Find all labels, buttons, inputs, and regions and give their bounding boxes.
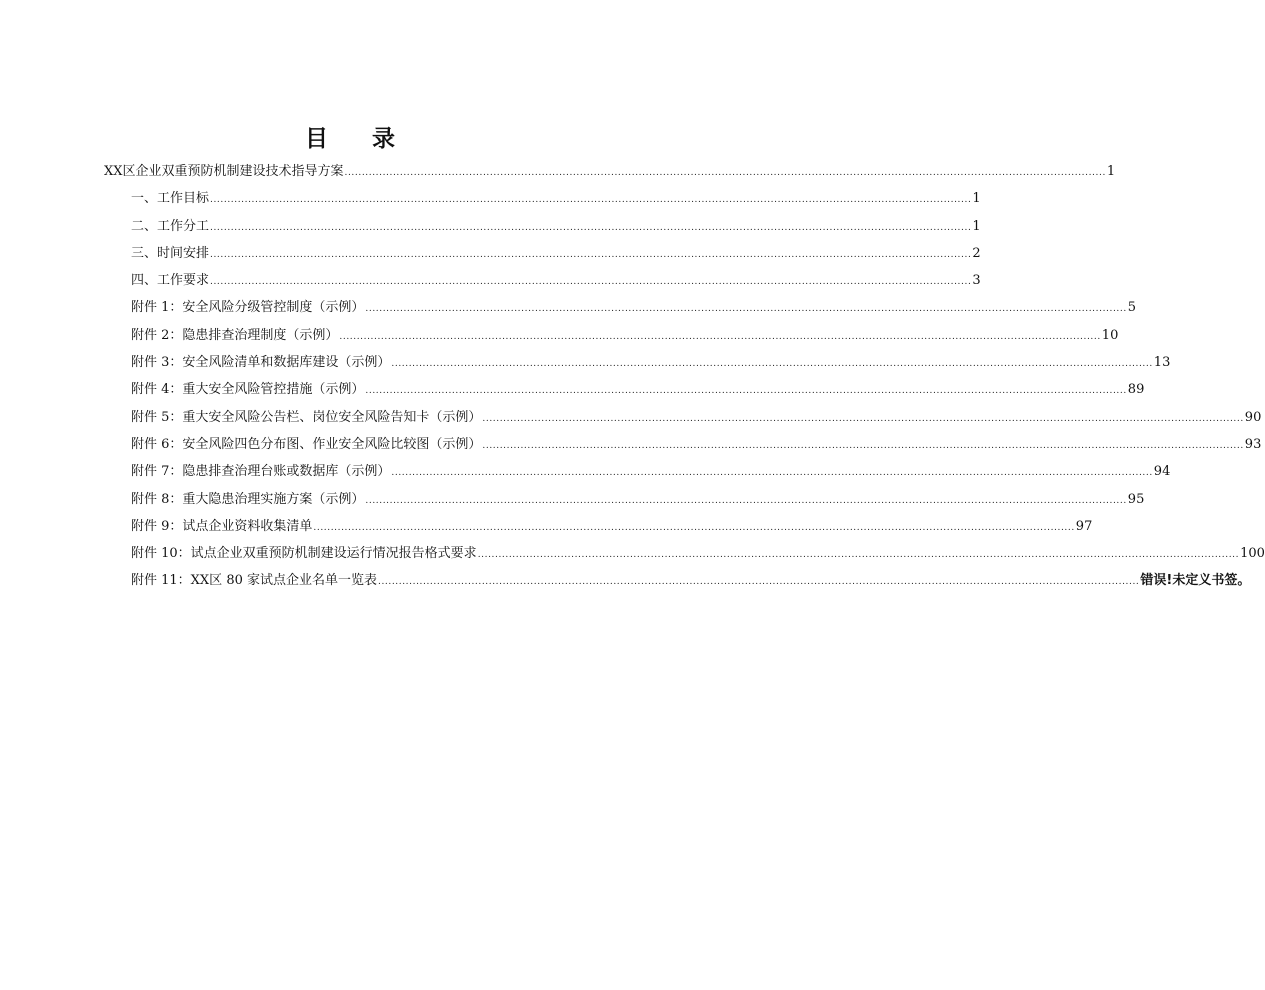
- toc-entry-page: 1: [1106, 164, 1116, 179]
- toc-entry-label: 四、工作要求: [131, 273, 210, 289]
- toc-entry[interactable]: [0, 376, 1145, 403]
- toc-entry[interactable]: [0, 540, 1265, 567]
- dot-leader: ............................................................................................................................................................................................................................: [365, 495, 1127, 506]
- dot-leader: ............................................................................................................................................................................................................................: [210, 222, 972, 233]
- toc-entry-error-text: 错误!未定义书签。: [1140, 573, 1251, 589]
- toc-entry-label: 二、工作分工: [131, 218, 210, 234]
- toc-entry-label: 附件 3：安全风险清单和数据库建设（示例）: [131, 355, 391, 371]
- toc-entry-page: 93: [1244, 436, 1262, 452]
- toc-entry[interactable]: [0, 431, 1262, 458]
- toc-entry[interactable]: [0, 404, 1262, 431]
- dot-leader: ............................................................................................................................................................................................................................: [365, 386, 1127, 397]
- toc-entry[interactable]: [0, 567, 1251, 594]
- toc-entry[interactable]: [0, 240, 981, 267]
- toc-entry-label: 一、工作目标: [131, 191, 210, 207]
- toc-entry-label: 附件 1：安全风险分级管控制度（示例）: [131, 300, 365, 316]
- toc-entry-page: 3: [972, 273, 981, 289]
- dot-leader: ............................................................................................................................................................................................................................: [391, 359, 1153, 370]
- toc-entry-label: 附件 11：XX区 80 家试点企业名单一览表: [131, 573, 377, 589]
- toc-entry-page: 2: [972, 245, 981, 261]
- toc-entry[interactable]: [0, 185, 981, 212]
- dot-leader: ............................................................................................................................................................................................................................: [482, 440, 1244, 451]
- toc-entry-page: 94: [1153, 464, 1171, 480]
- toc-entry-page: 97: [1075, 518, 1093, 534]
- toc-entry-page: 5: [1127, 300, 1137, 316]
- toc-entry-label: 附件 7：隐患排查治理台账或数据库（示例）: [131, 464, 391, 480]
- page-title: 目 录: [304, 125, 413, 152]
- toc-entry-page: 100: [1240, 546, 1265, 562]
- toc-entry-page: 13: [1153, 355, 1171, 371]
- toc-entry[interactable]: [0, 349, 1171, 376]
- toc-entry[interactable]: [0, 213, 981, 240]
- toc-entry-label: 附件 9：试点企业资料收集清单: [131, 518, 313, 534]
- dot-leader: ............................................................................................................................................................................................................................: [210, 195, 972, 206]
- toc-entry-label: 附件 2：隐患排查治理制度（示例）: [131, 327, 339, 343]
- toc-entry[interactable]: [0, 458, 1171, 485]
- toc-entry-page: 1: [972, 191, 981, 207]
- dot-leader: ............................................................................................................................................................................................................................: [339, 331, 1101, 342]
- toc-entry[interactable]: [0, 486, 1145, 513]
- dot-leader: ............................................................................................................................................................................................................................: [344, 168, 1106, 178]
- toc-entry-page: 90: [1244, 409, 1262, 425]
- toc-entry-label: 附件 5：重大安全风险公告栏、岗位安全风险告知卡（示例）: [131, 409, 482, 425]
- toc-entry-page: 89: [1127, 382, 1145, 398]
- toc-entry[interactable]: [0, 322, 1119, 349]
- dot-leader: ............................................................................................................................................................................................................................: [210, 249, 972, 260]
- toc-entry-label: 附件 4：重大安全风险管控措施（示例）: [131, 382, 365, 398]
- dot-leader: ............................................................................................................................................................................................................................: [378, 577, 1140, 588]
- dot-leader: ............................................................................................................................................................................................................................: [313, 522, 1075, 533]
- toc-entry-label: XX区企业双重预防机制建设技术指导方案: [104, 164, 344, 179]
- toc-entry-page: 1: [972, 218, 981, 234]
- dot-leader: ............................................................................................................................................................................................................................: [482, 413, 1244, 424]
- toc-entry[interactable]: [0, 294, 1137, 321]
- dot-leader: ............................................................................................................................................................................................................................: [365, 304, 1127, 315]
- dot-leader: ............................................................................................................................................................................................................................: [477, 550, 1240, 561]
- toc-entry-page: 10: [1101, 327, 1119, 343]
- toc-entry[interactable]: [0, 158, 1116, 185]
- toc-entry-label: 三、时间安排: [131, 245, 210, 261]
- toc-entry-label: 附件 10：试点企业双重预防机制建设运行情况报告格式要求: [131, 546, 477, 562]
- toc-entry-page: 95: [1127, 491, 1145, 507]
- toc-entry[interactable]: [0, 513, 1093, 540]
- dot-leader: ............................................................................................................................................................................................................................: [210, 277, 972, 288]
- table-of-contents: [0, 158, 1265, 595]
- toc-entry-label: 附件 8：重大隐患治理实施方案（示例）: [131, 491, 365, 507]
- dot-leader: ............................................................................................................................................................................................................................: [391, 468, 1153, 479]
- toc-entry[interactable]: [0, 267, 981, 294]
- toc-entry-label: 附件 6：安全风险四色分布图、作业安全风险比较图（示例）: [131, 436, 482, 452]
